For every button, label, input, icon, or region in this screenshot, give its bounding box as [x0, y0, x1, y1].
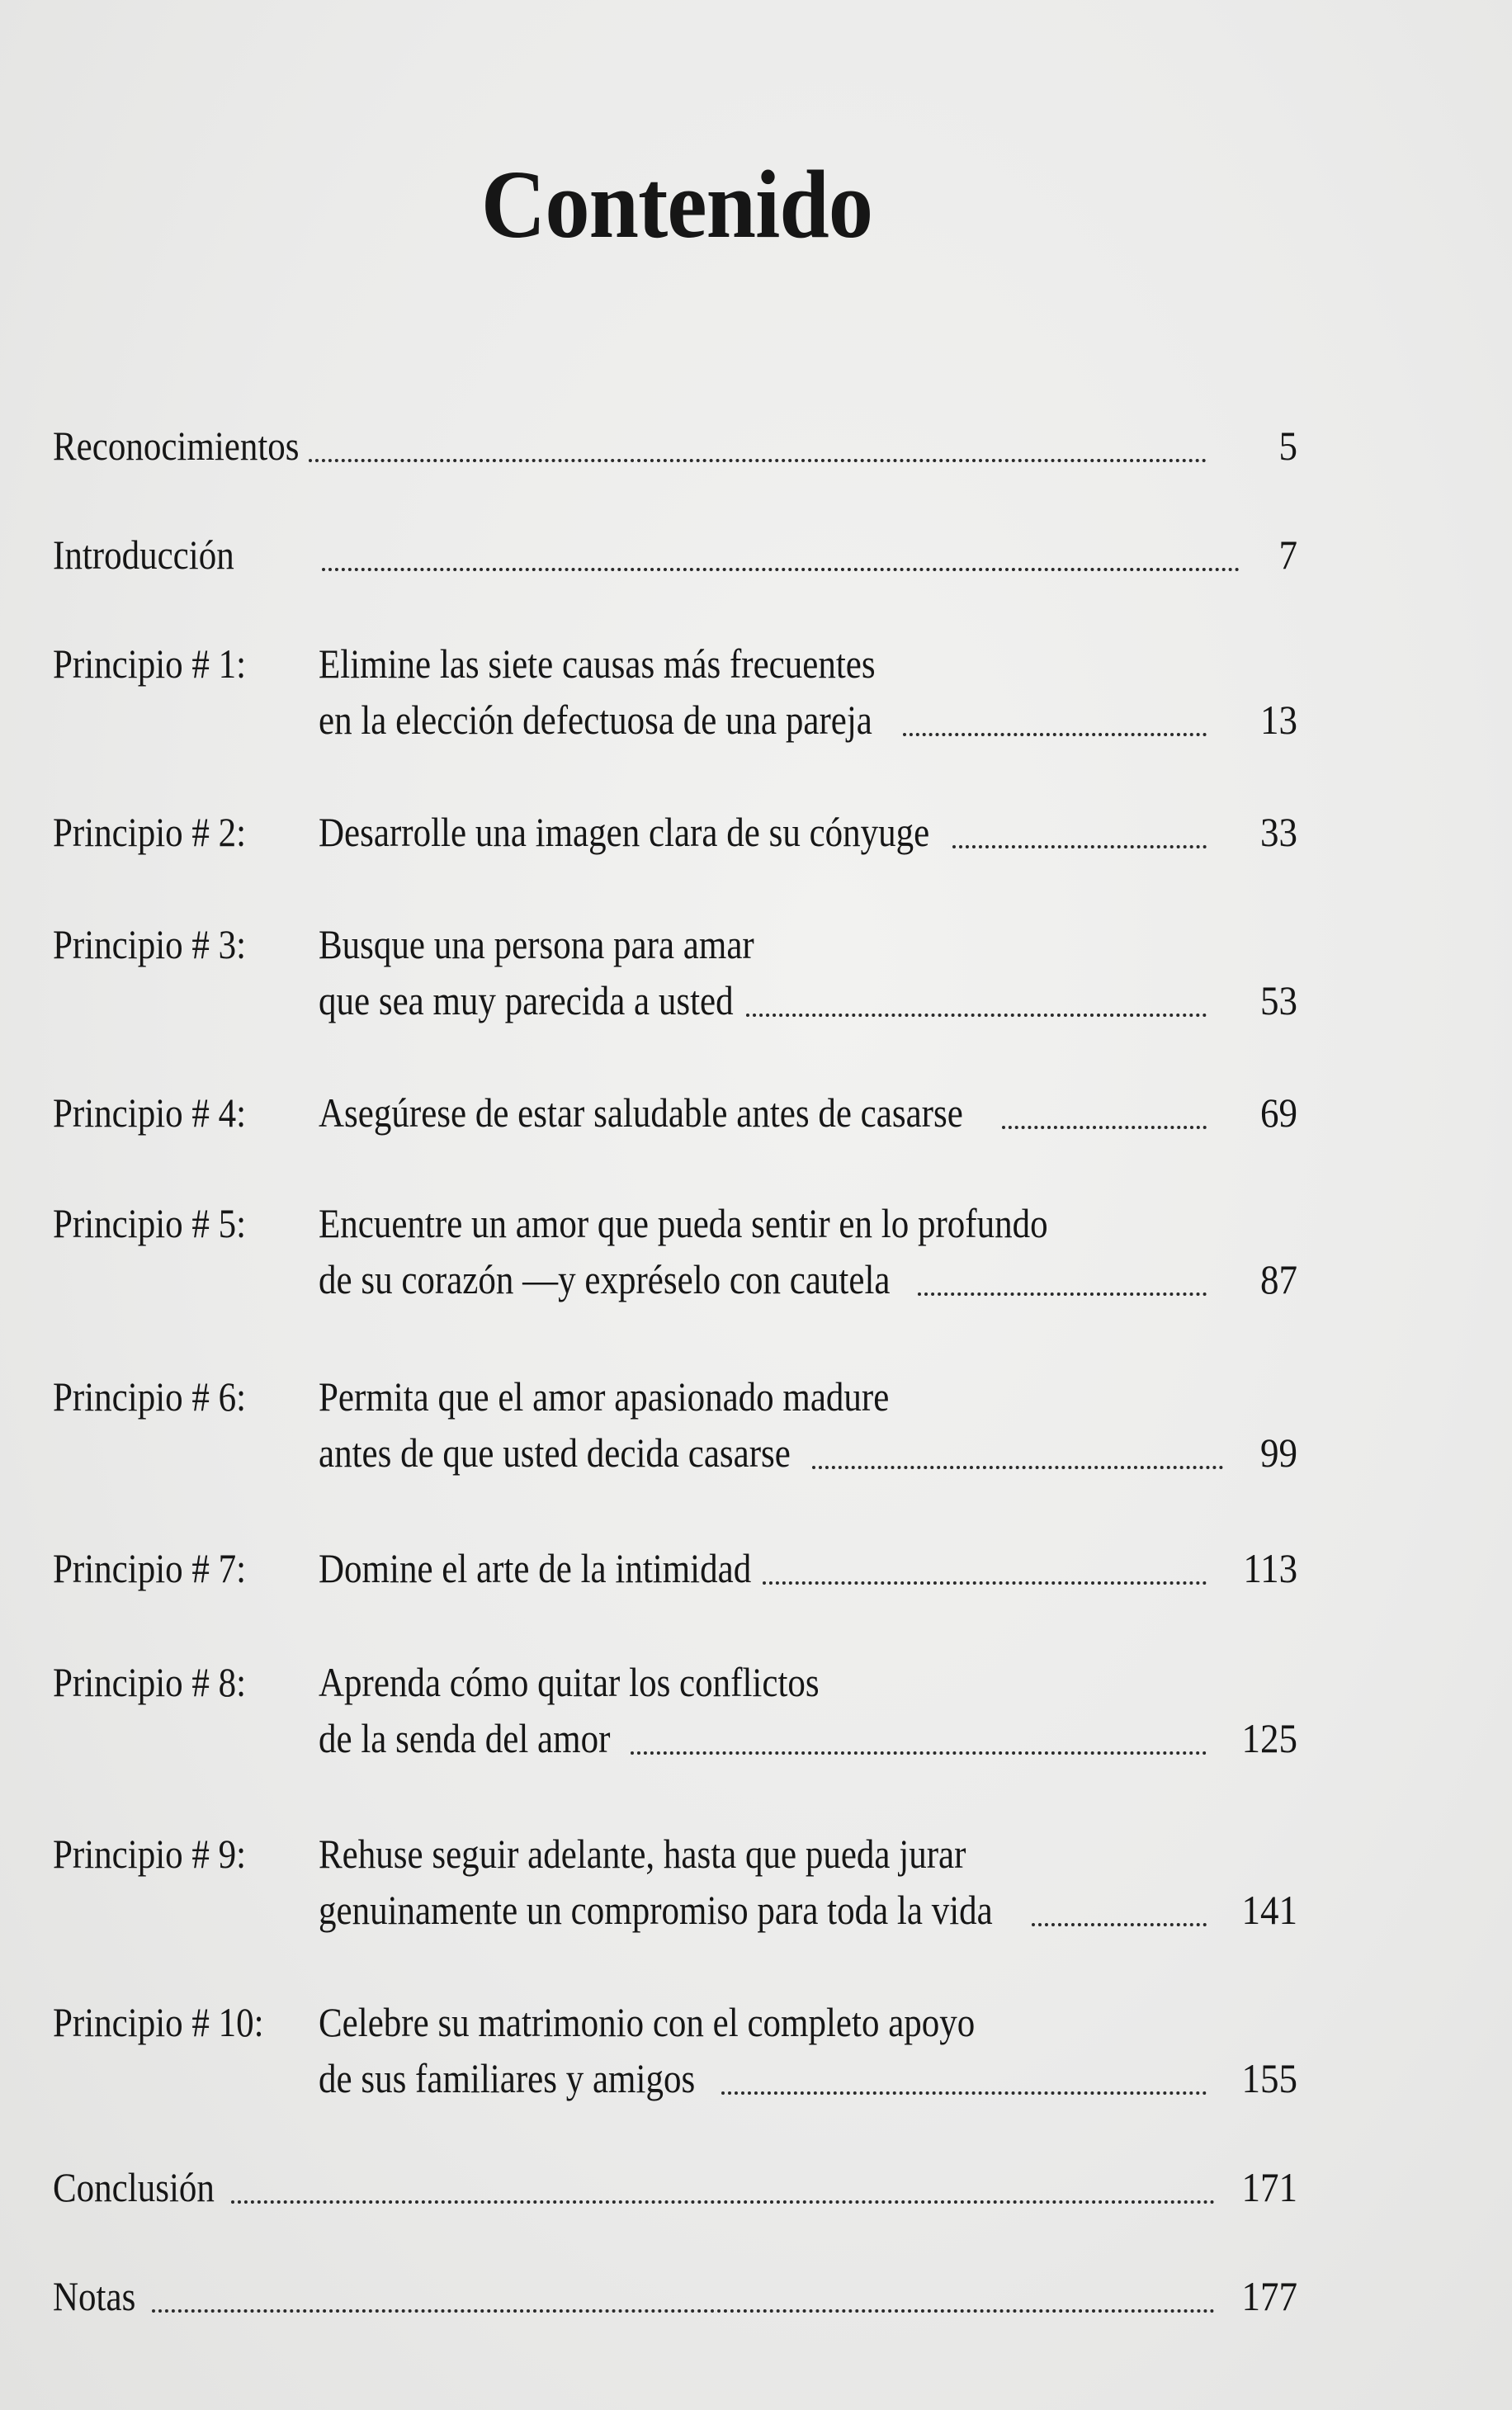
- page-number: 69: [1260, 1089, 1297, 1136]
- toc-label: Principio # 5:: [53, 1200, 247, 1246]
- dot-leader: [309, 459, 1207, 462]
- page-number: 113: [1243, 1545, 1297, 1591]
- dot-leader: [952, 845, 1207, 848]
- toc-title-line-2: en la elección defectuosa de una pareja: [319, 697, 872, 743]
- dot-leader: [152, 2309, 1215, 2313]
- toc-entry-principio-10: [53, 1994, 1297, 2106]
- page-number: 177: [1241, 2273, 1297, 2319]
- toc-label: Principio # 10:: [53, 1999, 264, 2045]
- toc-label: Principio # 9:: [53, 1831, 247, 1877]
- toc-title: Asegúrese de estar saludable antes de casarse: [319, 1089, 963, 1136]
- toc-label: Principio # 7:: [53, 1545, 247, 1591]
- toc-title-line-1: Permita que el amor apasionado madure: [319, 1373, 890, 1420]
- dot-leader: [231, 2200, 1215, 2204]
- toc-entry-principio-2: [53, 804, 1297, 860]
- toc-entry-notas: [53, 2268, 1297, 2324]
- page-number: 171: [1241, 2164, 1297, 2210]
- toc-entry-principio-3: [53, 916, 1297, 1028]
- toc-entry-principio-4: [53, 1084, 1297, 1141]
- dot-leader: [1032, 1923, 1207, 1926]
- dot-leader: [721, 2091, 1207, 2095]
- toc-entry-conclusion: [53, 2159, 1297, 2215]
- toc-title-line-1: Encuentre un amor que pueda sentir en lo profundo: [319, 1200, 1048, 1246]
- dot-leader: [631, 1751, 1207, 1755]
- toc-entry-principio-9: [53, 1826, 1297, 1938]
- toc-label: Notas: [53, 2273, 136, 2319]
- toc-title-line-1: Rehuse seguir adelante, hasta que pueda jurar: [319, 1831, 966, 1877]
- toc-label: Principio # 6:: [53, 1373, 247, 1420]
- toc-entry-principio-1: [53, 636, 1297, 748]
- toc-label: Principio # 8:: [53, 1659, 247, 1705]
- page-number: 141: [1241, 1887, 1297, 1933]
- toc-label: Principio # 1:: [53, 640, 247, 687]
- dot-leader: [322, 568, 1240, 571]
- toc-title: Domine el arte de la intimidad: [319, 1545, 752, 1591]
- toc-label: Introducción: [53, 532, 234, 578]
- dot-leader: [918, 1292, 1207, 1296]
- toc-label: Principio # 2:: [53, 809, 247, 855]
- toc-label: Principio # 4:: [53, 1089, 247, 1136]
- toc-title: Desarrolle una imagen clara de su cónyuge: [319, 809, 930, 855]
- toc-entry-principio-7: [53, 1540, 1297, 1596]
- toc-entry-principio-5: [53, 1195, 1297, 1307]
- toc-title-line-1: Celebre su matrimonio con el completo apoyo: [319, 1999, 976, 2045]
- dot-leader: [763, 1581, 1207, 1585]
- toc-label: Principio # 3:: [53, 921, 247, 967]
- toc-label: Reconocimientos: [53, 423, 300, 469]
- dot-leader: [746, 1014, 1207, 1017]
- toc-title-line-1: Busque una persona para amar: [319, 921, 754, 967]
- page-title: Contenido: [480, 150, 873, 258]
- toc-title-line-2: genuinamente un compromiso para toda la vida: [319, 1887, 993, 1933]
- toc-entry-principio-6: [53, 1368, 1297, 1481]
- toc-entry-introduccion: [53, 527, 1297, 583]
- toc-entry-reconocimientos: [53, 418, 1297, 474]
- page-number: 33: [1260, 809, 1297, 855]
- dot-leader: [812, 1466, 1223, 1469]
- page-number: 7: [1278, 532, 1297, 578]
- page-number: 125: [1241, 1715, 1297, 1761]
- toc-title-line-2: de sus familiares y amigos: [319, 2055, 696, 2101]
- page-number: 87: [1260, 1256, 1297, 1302]
- toc-title-line-2: antes de que usted decida casarse: [319, 1429, 791, 1476]
- toc-title-line-2: que sea muy parecida a usted: [319, 977, 734, 1023]
- toc-title-line-1: Aprenda cómo quitar los conflictos: [319, 1659, 820, 1705]
- toc-title-line-1: Elimine las siete causas más frecuentes: [319, 640, 876, 687]
- dot-leader: [1002, 1126, 1207, 1129]
- page-number: 99: [1260, 1429, 1297, 1476]
- toc-entry-principio-8: [53, 1654, 1297, 1766]
- page-number: 5: [1278, 423, 1297, 469]
- toc-title-line-2: de la senda del amor: [319, 1715, 611, 1761]
- page-number: 13: [1260, 697, 1297, 743]
- toc-label: Conclusión: [53, 2164, 215, 2210]
- page-number: 53: [1260, 977, 1297, 1023]
- toc-title-line-2: de su corazón —y expréselo con cautela: [319, 1256, 891, 1302]
- dot-leader: [903, 733, 1207, 736]
- page-number: 155: [1241, 2055, 1297, 2101]
